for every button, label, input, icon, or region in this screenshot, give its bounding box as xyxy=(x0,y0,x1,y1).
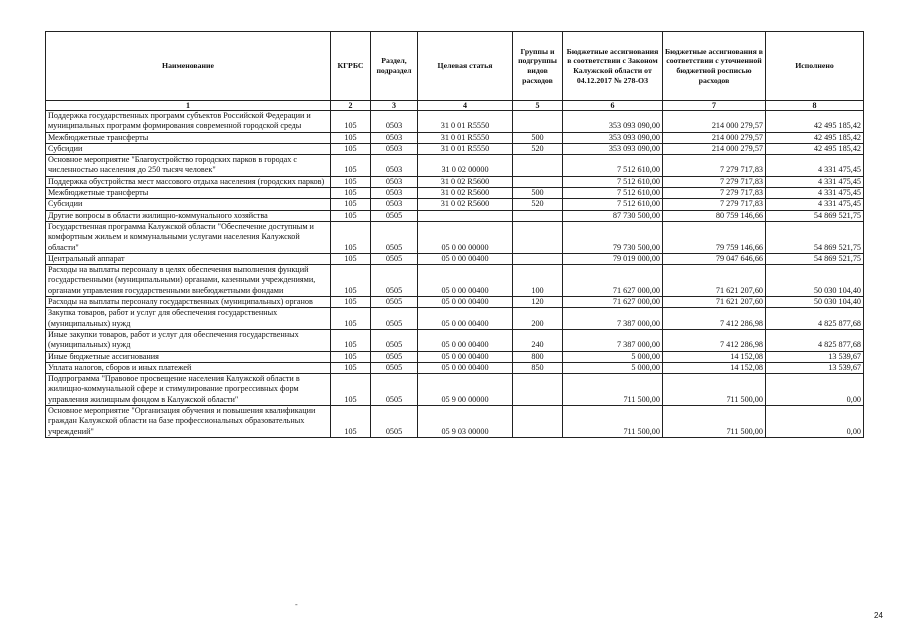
cell-section: 0505 xyxy=(371,210,418,221)
cell-section: 0503 xyxy=(371,188,418,199)
cell-executed: 0,00 xyxy=(766,406,864,438)
cell-refined-allocation: 711 500,00 xyxy=(663,406,766,438)
cell-name: Расходы на выплаты персоналу в целях обеспечения выполнения функций государственными (муниципальными) органами, казенными учреждениями, органами управления государственными внебюджетными фондами xyxy=(46,265,331,297)
header-name: Наименование xyxy=(46,32,331,101)
cell-law-allocation: 7 512 610,00 xyxy=(563,155,663,177)
budget-execution-table xyxy=(45,31,864,438)
cell-executed: 4 331 475,45 xyxy=(766,188,864,199)
cell-group xyxy=(513,210,563,221)
cell-refined-allocation: 71 621 207,60 xyxy=(663,297,766,308)
table-row xyxy=(46,374,864,406)
cell-kgrbs: 105 xyxy=(331,265,371,297)
cell-group xyxy=(513,374,563,406)
cell-kgrbs: 105 xyxy=(331,188,371,199)
cell-law-allocation: 7 387 000,00 xyxy=(563,308,663,330)
cell-section: 0505 xyxy=(371,221,418,253)
header-refined-allocations: Бюджетные ассигнования в соответствии с уточненной бюджетной росписью расходов xyxy=(663,32,766,101)
column-number: 6 xyxy=(563,101,663,111)
cell-kgrbs: 105 xyxy=(331,210,371,221)
cell-section: 0503 xyxy=(371,176,418,187)
cell-name: Субсидии xyxy=(46,199,331,210)
cell-kgrbs: 105 xyxy=(331,297,371,308)
table-row xyxy=(46,188,864,199)
cell-name: Расходы на выплаты персоналу государственных (муниципальных) органов xyxy=(46,297,331,308)
cell-kgrbs: 105 xyxy=(331,374,371,406)
cell-group xyxy=(513,155,563,177)
cell-group: 520 xyxy=(513,143,563,154)
cell-group xyxy=(513,221,563,253)
column-number: 8 xyxy=(766,101,864,111)
cell-law-allocation: 71 627 000,00 xyxy=(563,297,663,308)
cell-target: 05 0 00 00400 xyxy=(418,308,513,330)
cell-group: 200 xyxy=(513,308,563,330)
cell-kgrbs: 105 xyxy=(331,253,371,264)
cell-section: 0505 xyxy=(371,297,418,308)
cell-refined-allocation: 79 047 646,66 xyxy=(663,253,766,264)
header-law-allocations: Бюджетные ассигнования в соответствии с Законом Калужской области от 04.12.2017 № 278-ОЗ xyxy=(563,32,663,101)
cell-section: 0503 xyxy=(371,132,418,143)
cell-executed: 50 030 104,40 xyxy=(766,265,864,297)
cell-law-allocation: 5 000,00 xyxy=(563,351,663,362)
cell-section: 0503 xyxy=(371,143,418,154)
cell-refined-allocation: 214 000 279,57 xyxy=(663,132,766,143)
cell-group: 120 xyxy=(513,297,563,308)
cell-name: Уплата налогов, сборов и иных платежей xyxy=(46,362,331,373)
cell-name: Иные бюджетные ассигнования xyxy=(46,351,331,362)
cell-executed: 4 331 475,45 xyxy=(766,199,864,210)
cell-law-allocation: 353 093 090,00 xyxy=(563,132,663,143)
cell-target: 05 0 00 00400 xyxy=(418,265,513,297)
header-kgrbs: КГРБС xyxy=(331,32,371,101)
cell-executed: 0,00 xyxy=(766,374,864,406)
column-number: 1 xyxy=(46,101,331,111)
cell-section: 0505 xyxy=(371,265,418,297)
cell-kgrbs: 105 xyxy=(331,221,371,253)
cell-kgrbs: 105 xyxy=(331,406,371,438)
cell-target: 31 0 02 R5600 xyxy=(418,188,513,199)
cell-name: Иные закупки товаров, работ и услуг для обеспечения государственных (муниципальных) нужд xyxy=(46,329,331,351)
cell-refined-allocation: 71 621 207,60 xyxy=(663,265,766,297)
cell-executed: 13 539,67 xyxy=(766,351,864,362)
cell-name: Субсидии xyxy=(46,143,331,154)
cell-executed: 4 825 877,68 xyxy=(766,308,864,330)
cell-group: 100 xyxy=(513,265,563,297)
column-number-row xyxy=(46,101,864,111)
cell-target: 05 0 00 00400 xyxy=(418,362,513,373)
cell-section: 0503 xyxy=(371,199,418,210)
cell-law-allocation: 79 730 500,00 xyxy=(563,221,663,253)
cell-executed: 50 030 104,40 xyxy=(766,297,864,308)
cell-executed: 42 495 185,42 xyxy=(766,143,864,154)
cell-group xyxy=(513,253,563,264)
table-row xyxy=(46,253,864,264)
cell-refined-allocation: 14 152,08 xyxy=(663,351,766,362)
cell-law-allocation: 711 500,00 xyxy=(563,374,663,406)
cell-law-allocation: 7 512 610,00 xyxy=(563,199,663,210)
cell-kgrbs: 105 xyxy=(331,132,371,143)
cell-target: 31 0 02 R5600 xyxy=(418,176,513,187)
cell-kgrbs: 105 xyxy=(331,351,371,362)
table-row xyxy=(46,329,864,351)
cell-section: 0505 xyxy=(371,351,418,362)
cell-kgrbs: 105 xyxy=(331,111,371,133)
table-row xyxy=(46,111,864,133)
cell-group: 500 xyxy=(513,188,563,199)
cell-refined-allocation: 7 412 286,98 xyxy=(663,329,766,351)
cell-group: 500 xyxy=(513,132,563,143)
cell-group: 520 xyxy=(513,199,563,210)
cell-section: 0505 xyxy=(371,253,418,264)
cell-target: 31 0 02 00000 xyxy=(418,155,513,177)
cell-refined-allocation: 7 279 717,83 xyxy=(663,199,766,210)
cell-refined-allocation: 7 279 717,83 xyxy=(663,155,766,177)
cell-executed: 54 869 521,75 xyxy=(766,210,864,221)
cell-name: Государственная программа Калужской области "Обеспечение доступным и комфортным жильем и коммунальными услугами населения Калужской области" xyxy=(46,221,331,253)
cell-section: 0505 xyxy=(371,308,418,330)
cell-law-allocation: 5 000,00 xyxy=(563,362,663,373)
table-row xyxy=(46,265,864,297)
cell-target: 31 0 01 R5550 xyxy=(418,132,513,143)
cell-section: 0505 xyxy=(371,362,418,373)
cell-group: 850 xyxy=(513,362,563,373)
cell-target: 05 0 00 00400 xyxy=(418,329,513,351)
cell-law-allocation: 87 730 500,00 xyxy=(563,210,663,221)
cell-executed: 54 869 521,75 xyxy=(766,221,864,253)
cell-executed: 42 495 185,42 xyxy=(766,132,864,143)
cell-group xyxy=(513,176,563,187)
cell-executed: 4 331 475,45 xyxy=(766,155,864,177)
cell-group: 800 xyxy=(513,351,563,362)
cell-refined-allocation: 80 759 146,66 xyxy=(663,210,766,221)
cell-kgrbs: 105 xyxy=(331,199,371,210)
table-row xyxy=(46,297,864,308)
cell-name: Поддержка обустройства мест массового отдыха населения (городских парков) xyxy=(46,176,331,187)
cell-law-allocation: 7 512 610,00 xyxy=(563,176,663,187)
cell-refined-allocation: 214 000 279,57 xyxy=(663,143,766,154)
cell-target: 05 0 00 00400 xyxy=(418,253,513,264)
table-body xyxy=(46,111,864,438)
cell-name: Поддержка государственных программ субъектов Российской Федерации и муниципальных программ формирования современной городской среды xyxy=(46,111,331,133)
cell-law-allocation: 353 093 090,00 xyxy=(563,111,663,133)
table-row xyxy=(46,176,864,187)
cell-section: 0503 xyxy=(371,111,418,133)
cell-kgrbs: 105 xyxy=(331,308,371,330)
table-row xyxy=(46,132,864,143)
table-row xyxy=(46,406,864,438)
cell-target xyxy=(418,210,513,221)
cell-target: 05 0 00 00400 xyxy=(418,351,513,362)
cell-target: 05 9 00 00000 xyxy=(418,374,513,406)
cell-kgrbs: 105 xyxy=(331,329,371,351)
cell-group xyxy=(513,406,563,438)
cell-name: Основное мероприятие "Организация обучения и повышения квалификации граждан Калужской области на базе профессиональных образовательных учреждений" xyxy=(46,406,331,438)
table-row xyxy=(46,199,864,210)
cell-group: 240 xyxy=(513,329,563,351)
cell-kgrbs: 105 xyxy=(331,155,371,177)
table-row xyxy=(46,155,864,177)
column-number: 7 xyxy=(663,101,766,111)
cell-name: Подпрограмма "Правовое просвещение населения Калужской области в жилищно-коммунальной сфере и стимулирование прогрессивных форм управления жилищным фондом в Калужской области" xyxy=(46,374,331,406)
cell-target: 31 0 01 R5550 xyxy=(418,111,513,133)
cell-refined-allocation: 7 279 717,83 xyxy=(663,176,766,187)
table-row xyxy=(46,210,864,221)
cell-target: 05 0 00 00000 xyxy=(418,221,513,253)
cell-refined-allocation: 14 152,08 xyxy=(663,362,766,373)
column-number: 2 xyxy=(331,101,371,111)
cell-name: Основное мероприятие "Благоустройство городских парков в городах с численностью населения до 250 тысяч человек" xyxy=(46,155,331,177)
cell-refined-allocation: 7 412 286,98 xyxy=(663,308,766,330)
cell-target: 31 0 02 R5600 xyxy=(418,199,513,210)
cell-executed: 42 495 185,42 xyxy=(766,111,864,133)
cell-executed: 54 869 521,75 xyxy=(766,253,864,264)
cell-name: Другие вопросы в области жилищно-коммунального хозяйства xyxy=(46,210,331,221)
cell-target: 05 9 03 00000 xyxy=(418,406,513,438)
cell-name: Закупка товаров, работ и услуг для обеспечения государственных (муниципальных) нужд xyxy=(46,308,331,330)
cell-name: Межбюджетные трансферты xyxy=(46,132,331,143)
table-row xyxy=(46,143,864,154)
cell-section: 0505 xyxy=(371,374,418,406)
cell-kgrbs: 105 xyxy=(331,176,371,187)
table-row xyxy=(46,362,864,373)
cell-refined-allocation: 214 000 279,57 xyxy=(663,111,766,133)
cell-name: Межбюджетные трансферты xyxy=(46,188,331,199)
table-row xyxy=(46,351,864,362)
cell-kgrbs: 105 xyxy=(331,143,371,154)
column-number: 4 xyxy=(418,101,513,111)
column-number: 5 xyxy=(513,101,563,111)
table-row xyxy=(46,221,864,253)
cell-law-allocation: 711 500,00 xyxy=(563,406,663,438)
cell-refined-allocation: 7 279 717,83 xyxy=(663,188,766,199)
header-target: Целевая статья xyxy=(418,32,513,101)
cell-law-allocation: 7 512 610,00 xyxy=(563,188,663,199)
cell-law-allocation: 353 093 090,00 xyxy=(563,143,663,154)
cell-target: 05 0 00 00400 xyxy=(418,297,513,308)
cell-executed: 13 539,67 xyxy=(766,362,864,373)
cell-law-allocation: 7 387 000,00 xyxy=(563,329,663,351)
page-number: 24 xyxy=(874,611,883,620)
cell-section: 0505 xyxy=(371,329,418,351)
header-executed: Исполнено xyxy=(766,32,864,101)
cell-refined-allocation: 79 759 146,66 xyxy=(663,221,766,253)
cell-group xyxy=(513,111,563,133)
stray-mark: - xyxy=(295,600,298,609)
header-groups: Группы и подгруппы видов расходов xyxy=(513,32,563,101)
cell-section: 0505 xyxy=(371,406,418,438)
cell-refined-allocation: 711 500,00 xyxy=(663,374,766,406)
cell-section: 0503 xyxy=(371,155,418,177)
cell-law-allocation: 79 019 000,00 xyxy=(563,253,663,264)
header-section: Раздел, подраздел xyxy=(371,32,418,101)
cell-target: 31 0 01 R5550 xyxy=(418,143,513,154)
cell-name: Центральный аппарат xyxy=(46,253,331,264)
cell-executed: 4 331 475,45 xyxy=(766,176,864,187)
table-row xyxy=(46,308,864,330)
header-row xyxy=(46,32,864,101)
column-number: 3 xyxy=(371,101,418,111)
cell-law-allocation: 71 627 000,00 xyxy=(563,265,663,297)
cell-executed: 4 825 877,68 xyxy=(766,329,864,351)
cell-kgrbs: 105 xyxy=(331,362,371,373)
